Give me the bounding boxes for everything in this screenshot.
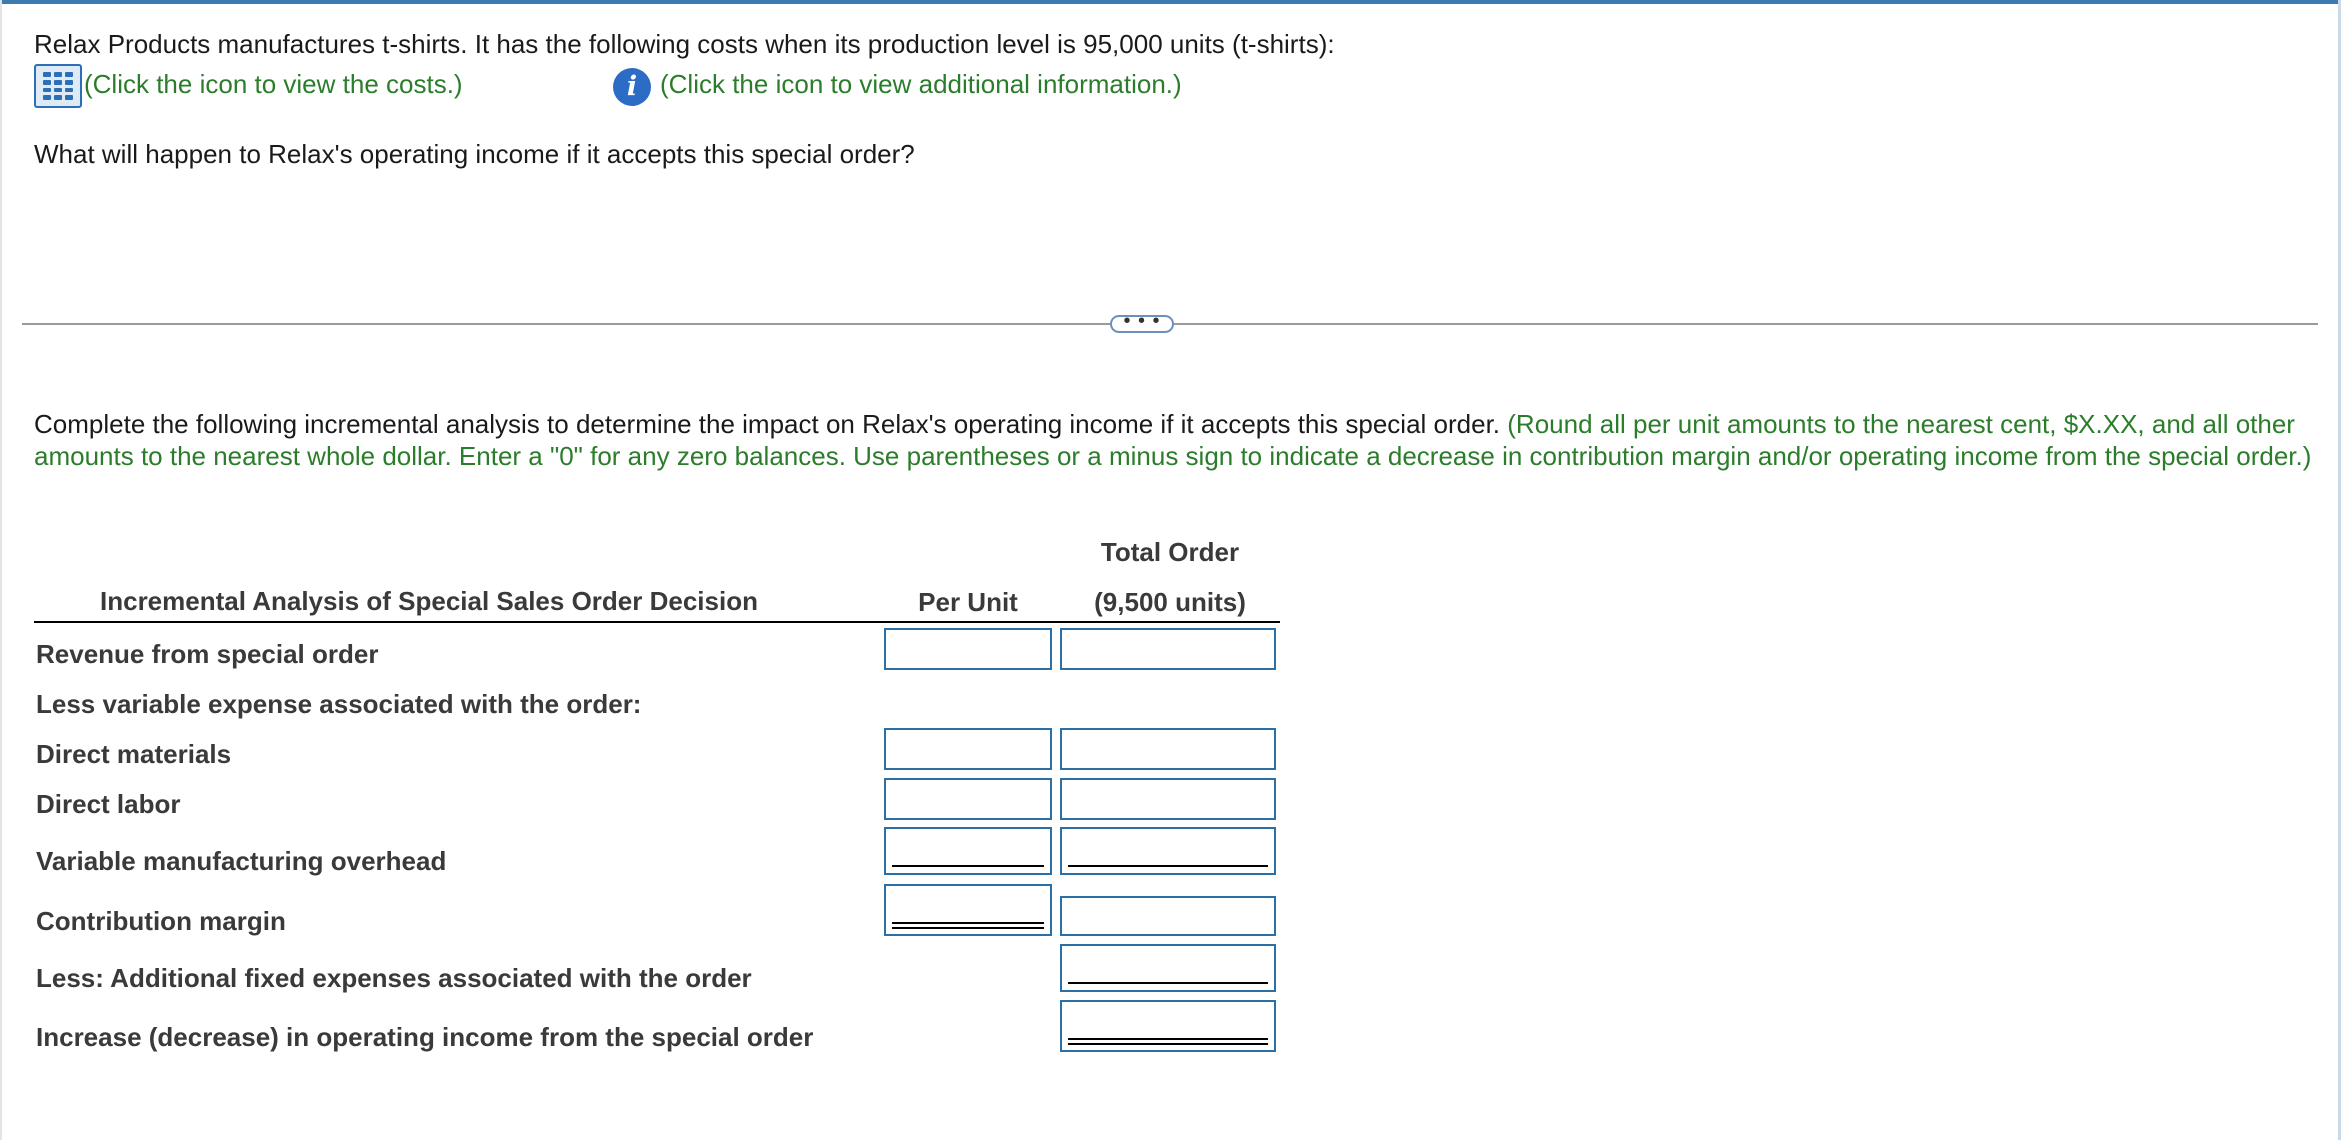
double-underline-top [892, 922, 1044, 924]
direct-materials-per-unit-input[interactable] [890, 734, 1046, 764]
left-border [0, 0, 2, 1140]
additional-fixed-total-input[interactable] [1066, 950, 1270, 986]
revenue-total-input[interactable] [1066, 634, 1270, 664]
double-underline-bottom [892, 927, 1044, 929]
single-underline [1068, 865, 1268, 867]
revenue-total-cell [1060, 628, 1276, 670]
row-label-revenue: Revenue from special order [36, 639, 379, 669]
direct-materials-total-input[interactable] [1066, 734, 1270, 764]
expand-ellipsis-button[interactable]: • • • [1110, 315, 1174, 333]
table-header-rule [34, 621, 1280, 623]
top-accent-bar [0, 0, 2341, 4]
instructions-main: Complete the following incremental analysis to determine the impact on Relax's operating income if it accepts this special order. [34, 409, 1501, 439]
direct-labor-per-unit-cell [884, 778, 1052, 820]
instructions-note: (Round all per unit amounts to the nearest cent, $X.XX, and all other amounts to the nearest whole dollar. Enter a "0" for any zero balances. Use parentheses or a minus sign to indicate a decrease in contribution margin and/or operating income from the special order.) [34, 409, 2312, 471]
double-underline-bottom [1068, 1043, 1268, 1045]
contribution-margin-total-input[interactable] [1066, 902, 1270, 930]
info-icon[interactable]: i [613, 68, 651, 106]
additional-fixed-total-cell [1060, 944, 1276, 992]
variable-overhead-per-unit-cell [884, 827, 1052, 875]
view-costs-link[interactable]: (Click the icon to view the costs.) [84, 69, 463, 99]
variable-overhead-total-cell [1060, 827, 1276, 875]
row-label-operating-income: Increase (decrease) in operating income from the special order [36, 1022, 814, 1052]
row-label-variable-expense-header: Less variable expense associated with the order: [36, 689, 642, 719]
problem-intro: Relax Products manufactures t-shirts. It has the following costs when its production level is 95,000 units (t-shirts): [34, 29, 1335, 59]
col-header-total-line1: Total Order [1100, 537, 1240, 567]
direct-labor-per-unit-input[interactable] [890, 784, 1046, 814]
col-header-per-unit: Per Unit [918, 587, 1018, 617]
row-label-contribution-margin: Contribution margin [36, 906, 286, 936]
variable-overhead-per-unit-input[interactable] [890, 833, 1046, 869]
row-label-direct-materials: Direct materials [36, 739, 232, 769]
direct-materials-per-unit-cell [884, 728, 1052, 770]
revenue-per-unit-input[interactable] [890, 634, 1046, 664]
contribution-margin-per-unit-cell [884, 884, 1052, 936]
additional-info-link[interactable]: (Click the icon to view additional information.) [660, 69, 1182, 99]
direct-materials-total-cell [1060, 728, 1276, 770]
question-text: What will happen to Relax's operating income if it accepts this special order? [34, 139, 915, 169]
operating-income-total-input[interactable] [1066, 1006, 1270, 1046]
contribution-margin-total-cell [1060, 896, 1276, 936]
variable-overhead-total-input[interactable] [1066, 833, 1270, 869]
direct-labor-total-input[interactable] [1066, 784, 1270, 814]
operating-income-total-cell [1060, 1000, 1276, 1052]
single-underline [1068, 982, 1268, 984]
instructions [34, 408, 2314, 472]
revenue-per-unit-cell [884, 628, 1052, 670]
contribution-margin-per-unit-input[interactable] [890, 890, 1046, 930]
table-title: Incremental Analysis of Special Sales Order Decision [100, 586, 758, 616]
row-label-additional-fixed: Less: Additional fixed expenses associated with the order [36, 963, 752, 993]
row-label-variable-overhead: Variable manufacturing overhead [36, 846, 447, 876]
calculator-grid-icon[interactable] [34, 64, 82, 108]
row-label-direct-labor: Direct labor [36, 789, 181, 819]
double-underline-top [1068, 1038, 1268, 1040]
col-header-total-line2: (9,500 units) [1094, 587, 1246, 617]
single-underline [892, 865, 1044, 867]
direct-labor-total-cell [1060, 778, 1276, 820]
